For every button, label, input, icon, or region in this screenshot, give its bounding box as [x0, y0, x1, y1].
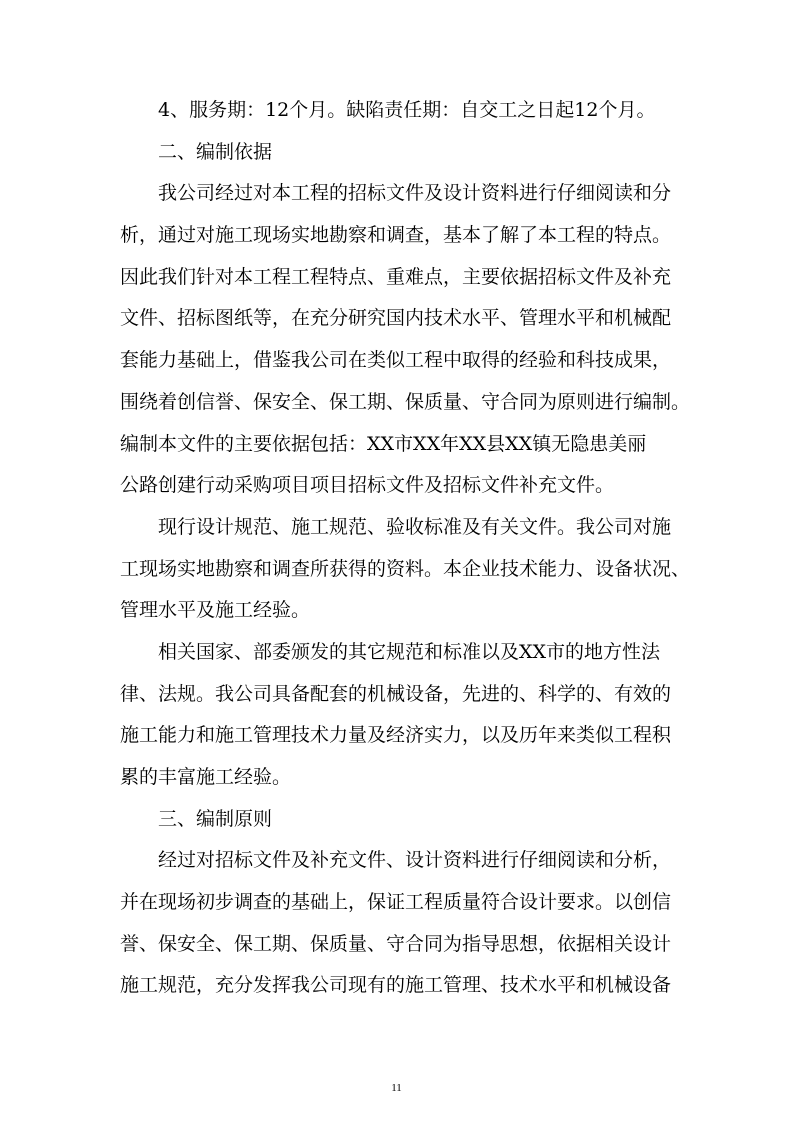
text-line: 因此我们针对本工程工程特点、重难点，主要依据招标文件及补充 [120, 265, 672, 288]
text-line-service-period: 4、服务期：12个月。缺陷责任期：自交工之日起12个月。 [158, 99, 656, 121]
body-text [120, 90, 691, 1007]
text-line: 施工能力和施工管理技术力量及经济实力，以及历年来类似工程积 [120, 724, 672, 747]
text-line: 围绕着创信誉、保安全、保工期、保质量、守合同为原则进行编制。 [120, 390, 691, 413]
text-line: 累的丰富施工经验。 [120, 766, 292, 788]
text-line: 经过对招标文件及补充文件、设计资料进行仔细阅读和分析， [158, 849, 672, 872]
text-line: 编制本文件的主要依据包括：XX市XX年XX县XX镇无隐患美丽 [120, 432, 647, 455]
text-line: 文件、招标图纸等，在充分研究国内技术水平、管理水平和机械配 [120, 307, 672, 330]
text-line: 工现场实地勘察和调查所获得的资料。本企业技术能力、设备状况、 [120, 557, 691, 580]
text-line: 并在现场初步调查的基础上，保证工程质量符合设计要求。以创信 [120, 891, 672, 914]
section-heading-basis: 二、编制依据 [158, 140, 273, 163]
text-line: 律、法规。我公司具备配套的机械设备，先进的、科学的、有效的 [120, 682, 672, 705]
text-line: 誉、保安全、保工期、保质量、守合同为指导思想，依据相关设计 [120, 932, 672, 955]
text-line: 我公司经过对本工程的招标文件及设计资料进行仔细阅读和分 [158, 182, 672, 205]
text-line: 现行设计规范、施工规范、验收标准及有关文件。我公司对施 [158, 515, 672, 538]
text-line: 管理水平及施工经验。 [120, 599, 311, 622]
text-line: 施工规范，充分发挥我公司现有的施工管理、技术水平和机械设备 [120, 974, 672, 997]
page-number: 11 [391, 1082, 402, 1094]
text-line: 析，通过对施工现场实地勘察和调查，基本了解了本工程的特点。 [120, 224, 672, 247]
text-line: 公路创建行动采购项目项目招标文件及招标文件补充文件。 [120, 474, 615, 497]
text-line: 相关国家、部委颁发的其它规范和标准以及XX市的地方性法 [158, 640, 661, 663]
section-heading-principles: 三、编制原则 [158, 807, 273, 830]
text-line: 套能力基础上，借鉴我公司在类似工程中取得的经验和科技成果， [120, 349, 672, 372]
